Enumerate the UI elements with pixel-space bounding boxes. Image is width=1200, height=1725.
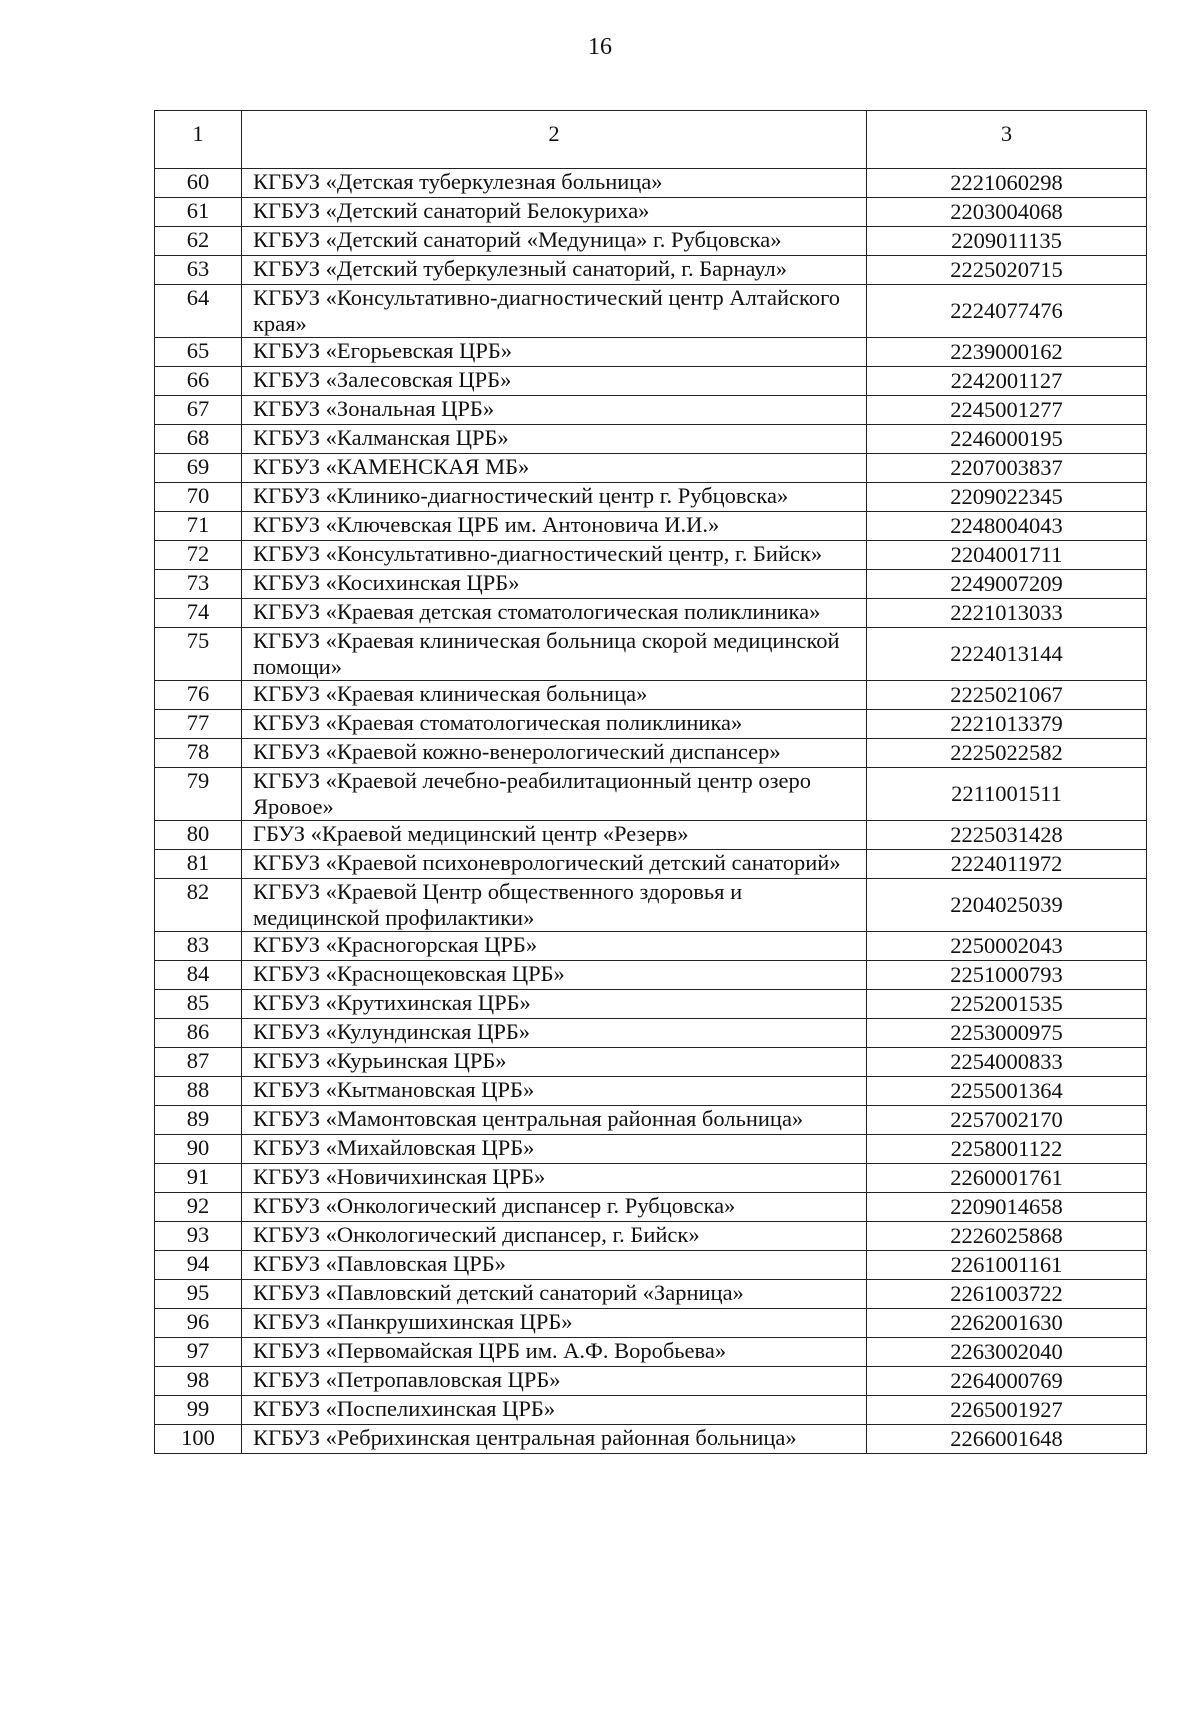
organization-name: КГБУЗ «Ключевская ЦРБ им. Антоновича И.И.» [242, 512, 867, 541]
organization-inn: 2239000162 [867, 338, 1147, 367]
organization-name: КГБУЗ «Кытмановская ЦРБ» [242, 1077, 867, 1106]
table-row [155, 285, 1147, 338]
table-row [155, 227, 1147, 256]
table-row [155, 483, 1147, 512]
table-row [155, 1135, 1147, 1164]
row-number: 77 [155, 710, 242, 739]
row-number: 66 [155, 367, 242, 396]
table-row [155, 990, 1147, 1019]
table-row [155, 1077, 1147, 1106]
table-row [155, 850, 1147, 879]
organization-name: КГБУЗ «Залесовская ЦРБ» [242, 367, 867, 396]
organization-name: КГБУЗ «Краевой кожно-венерологический диспансер» [242, 739, 867, 768]
table-row [155, 739, 1147, 768]
organization-name: КГБУЗ «КАМЕНСКАЯ МБ» [242, 454, 867, 483]
row-number: 76 [155, 681, 242, 710]
row-number: 95 [155, 1280, 242, 1309]
organization-name: КГБУЗ «Краевой Центр общественного здоровья и медицинской профилактики» [242, 879, 867, 932]
organization-inn: 2204001711 [867, 541, 1147, 570]
table-row [155, 512, 1147, 541]
organization-inn: 2253000975 [867, 1019, 1147, 1048]
table-row [155, 396, 1147, 425]
row-number: 80 [155, 821, 242, 850]
organization-inn: 2255001364 [867, 1077, 1147, 1106]
row-number: 73 [155, 570, 242, 599]
organization-name: КГБУЗ «Крутихинская ЦРБ» [242, 990, 867, 1019]
organization-name: КГБУЗ «Кулундинская ЦРБ» [242, 1019, 867, 1048]
organization-name: КГБУЗ «Ребрихинская центральная районная больница» [242, 1425, 867, 1454]
table-row [155, 681, 1147, 710]
row-number: 85 [155, 990, 242, 1019]
row-number: 78 [155, 739, 242, 768]
organization-name: КГБУЗ «Онкологический диспансер, г. Бийск» [242, 1222, 867, 1251]
row-number: 74 [155, 599, 242, 628]
row-number: 69 [155, 454, 242, 483]
organization-inn: 2225031428 [867, 821, 1147, 850]
table-row [155, 256, 1147, 285]
organization-inn: 2264000769 [867, 1367, 1147, 1396]
organization-name: КГБУЗ «Детский санаторий Белокуриха» [242, 198, 867, 227]
row-number: 90 [155, 1135, 242, 1164]
header-row [155, 111, 1147, 169]
organization-inn: 2204025039 [867, 879, 1147, 932]
row-number: 67 [155, 396, 242, 425]
row-number: 63 [155, 256, 242, 285]
row-number: 89 [155, 1106, 242, 1135]
organization-name: КГБУЗ «Детский туберкулезный санаторий, г. Барнаул» [242, 256, 867, 285]
row-number: 87 [155, 1048, 242, 1077]
table-row [155, 1367, 1147, 1396]
row-number: 71 [155, 512, 242, 541]
table-row [155, 570, 1147, 599]
organization-name: КГБУЗ «Павловский детский санаторий «Зарница» [242, 1280, 867, 1309]
organization-name: КГБУЗ «Первомайская ЦРБ им. А.Ф. Воробьева» [242, 1338, 867, 1367]
organization-inn: 2211001511 [867, 768, 1147, 821]
table-row [155, 961, 1147, 990]
row-number: 97 [155, 1338, 242, 1367]
table-row [155, 198, 1147, 227]
organization-name: КГБУЗ «Онкологический диспансер г. Рубцовска» [242, 1193, 867, 1222]
organization-inn: 2225022582 [867, 739, 1147, 768]
organization-inn: 2248004043 [867, 512, 1147, 541]
organization-inn: 2209011135 [867, 227, 1147, 256]
organization-name: КГБУЗ «Петропавловская ЦРБ» [242, 1367, 867, 1396]
organization-inn: 2225021067 [867, 681, 1147, 710]
organization-inn: 2260001761 [867, 1164, 1147, 1193]
row-number: 68 [155, 425, 242, 454]
header-col-inn: 3 [867, 111, 1147, 169]
row-number: 60 [155, 169, 242, 198]
row-number: 83 [155, 932, 242, 961]
table-row [155, 879, 1147, 932]
row-number: 75 [155, 628, 242, 681]
table-row [155, 1164, 1147, 1193]
row-number: 86 [155, 1019, 242, 1048]
row-number: 98 [155, 1367, 242, 1396]
organizations-table [154, 110, 1147, 1454]
table-row [155, 338, 1147, 367]
page-number: 16 [588, 34, 612, 60]
organization-name: КГБУЗ «Егорьевская ЦРБ» [242, 338, 867, 367]
table-row [155, 1193, 1147, 1222]
row-number: 70 [155, 483, 242, 512]
organization-inn: 2261001161 [867, 1251, 1147, 1280]
row-number: 84 [155, 961, 242, 990]
organization-inn: 2226025868 [867, 1222, 1147, 1251]
row-number: 82 [155, 879, 242, 932]
organization-inn: 2263002040 [867, 1338, 1147, 1367]
table-body [155, 169, 1147, 1454]
table-row [155, 1338, 1147, 1367]
organization-inn: 2250002043 [867, 932, 1147, 961]
table-header [155, 111, 1147, 169]
organization-inn: 2251000793 [867, 961, 1147, 990]
organization-name: КГБУЗ «Краевой психоневрологический детский санаторий» [242, 850, 867, 879]
organization-name: КГБУЗ «Красногорская ЦРБ» [242, 932, 867, 961]
organization-name: КГБУЗ «Мамонтовская центральная районная больница» [242, 1106, 867, 1135]
table-row [155, 1222, 1147, 1251]
organization-inn: 2254000833 [867, 1048, 1147, 1077]
table-row [155, 169, 1147, 198]
table-row [155, 1019, 1147, 1048]
table-row [155, 768, 1147, 821]
table-row [155, 1048, 1147, 1077]
table-row [155, 541, 1147, 570]
row-number: 94 [155, 1251, 242, 1280]
row-number: 72 [155, 541, 242, 570]
organization-inn: 2221060298 [867, 169, 1147, 198]
row-number: 93 [155, 1222, 242, 1251]
organization-name: КГБУЗ «Курьинская ЦРБ» [242, 1048, 867, 1077]
organization-inn: 2207003837 [867, 454, 1147, 483]
organization-name: КГБУЗ «Консультативно-диагностический центр, г. Бийск» [242, 541, 867, 570]
organization-name: КГБУЗ «Зональная ЦРБ» [242, 396, 867, 425]
organization-inn: 2225020715 [867, 256, 1147, 285]
organization-name: ГБУЗ «Краевой медицинский центр «Резерв» [242, 821, 867, 850]
row-number: 88 [155, 1077, 242, 1106]
organization-name: КГБУЗ «Краевой лечебно-реабилитационный центр озеро Яровое» [242, 768, 867, 821]
organization-name: КГБУЗ «Калманская ЦРБ» [242, 425, 867, 454]
organization-inn: 2221013033 [867, 599, 1147, 628]
organization-inn: 2224011972 [867, 850, 1147, 879]
organization-inn: 2246000195 [867, 425, 1147, 454]
table-row [155, 1396, 1147, 1425]
table-row [155, 1106, 1147, 1135]
organization-name: КГБУЗ «Краевая стоматологическая поликлиника» [242, 710, 867, 739]
organization-inn: 2224077476 [867, 285, 1147, 338]
row-number: 65 [155, 338, 242, 367]
organization-name: КГБУЗ «Павловская ЦРБ» [242, 1251, 867, 1280]
row-number: 91 [155, 1164, 242, 1193]
organization-inn: 2209014658 [867, 1193, 1147, 1222]
organization-name: КГБУЗ «Детская туберкулезная больница» [242, 169, 867, 198]
table-row [155, 599, 1147, 628]
organization-name: КГБУЗ «Поспелихинская ЦРБ» [242, 1396, 867, 1425]
organization-inn: 2242001127 [867, 367, 1147, 396]
organization-inn: 2203004068 [867, 198, 1147, 227]
row-number: 62 [155, 227, 242, 256]
table-row [155, 628, 1147, 681]
organization-name: КГБУЗ «Новичихинская ЦРБ» [242, 1164, 867, 1193]
row-number: 96 [155, 1309, 242, 1338]
table-row [155, 454, 1147, 483]
organization-name: КГБУЗ «Косихинская ЦРБ» [242, 570, 867, 599]
organization-name: КГБУЗ «Консультативно-диагностический центр Алтайского края» [242, 285, 867, 338]
header-col-name: 2 [242, 111, 867, 169]
table-row [155, 932, 1147, 961]
table-row [155, 1251, 1147, 1280]
organization-inn: 2266001648 [867, 1425, 1147, 1454]
organization-inn: 2258001122 [867, 1135, 1147, 1164]
organization-inn: 2224013144 [867, 628, 1147, 681]
organization-inn: 2265001927 [867, 1396, 1147, 1425]
row-number: 99 [155, 1396, 242, 1425]
organization-inn: 2262001630 [867, 1309, 1147, 1338]
table-row [155, 425, 1147, 454]
table-row [155, 1280, 1147, 1309]
organization-name: КГБУЗ «Краевая детская стоматологическая поликлиника» [242, 599, 867, 628]
organization-inn: 2261003722 [867, 1280, 1147, 1309]
table-row [155, 1309, 1147, 1338]
organization-inn: 2257002170 [867, 1106, 1147, 1135]
row-number: 64 [155, 285, 242, 338]
organization-inn: 2245001277 [867, 396, 1147, 425]
organization-name: КГБУЗ «Панкрушихинская ЦРБ» [242, 1309, 867, 1338]
row-number: 100 [155, 1425, 242, 1454]
header-col-number: 1 [155, 111, 242, 169]
organization-name: КГБУЗ «Краевая клиническая больница скорой медицинской помощи» [242, 628, 867, 681]
organization-name: КГБУЗ «Краевая клиническая больница» [242, 681, 867, 710]
organization-name: КГБУЗ «Михайловская ЦРБ» [242, 1135, 867, 1164]
row-number: 61 [155, 198, 242, 227]
row-number: 79 [155, 768, 242, 821]
organization-name: КГБУЗ «Детский санаторий «Медуница» г. Рубцовска» [242, 227, 867, 256]
row-number: 81 [155, 850, 242, 879]
row-number: 92 [155, 1193, 242, 1222]
table-row [155, 367, 1147, 396]
table-row [155, 1425, 1147, 1454]
organization-inn: 2252001535 [867, 990, 1147, 1019]
table-row [155, 710, 1147, 739]
organization-name: КГБУЗ «Краснощековская ЦРБ» [242, 961, 867, 990]
organization-inn: 2221013379 [867, 710, 1147, 739]
organization-inn: 2249007209 [867, 570, 1147, 599]
table-row [155, 821, 1147, 850]
organization-name: КГБУЗ «Клинико-диагностический центр г. Рубцовска» [242, 483, 867, 512]
organization-inn: 2209022345 [867, 483, 1147, 512]
